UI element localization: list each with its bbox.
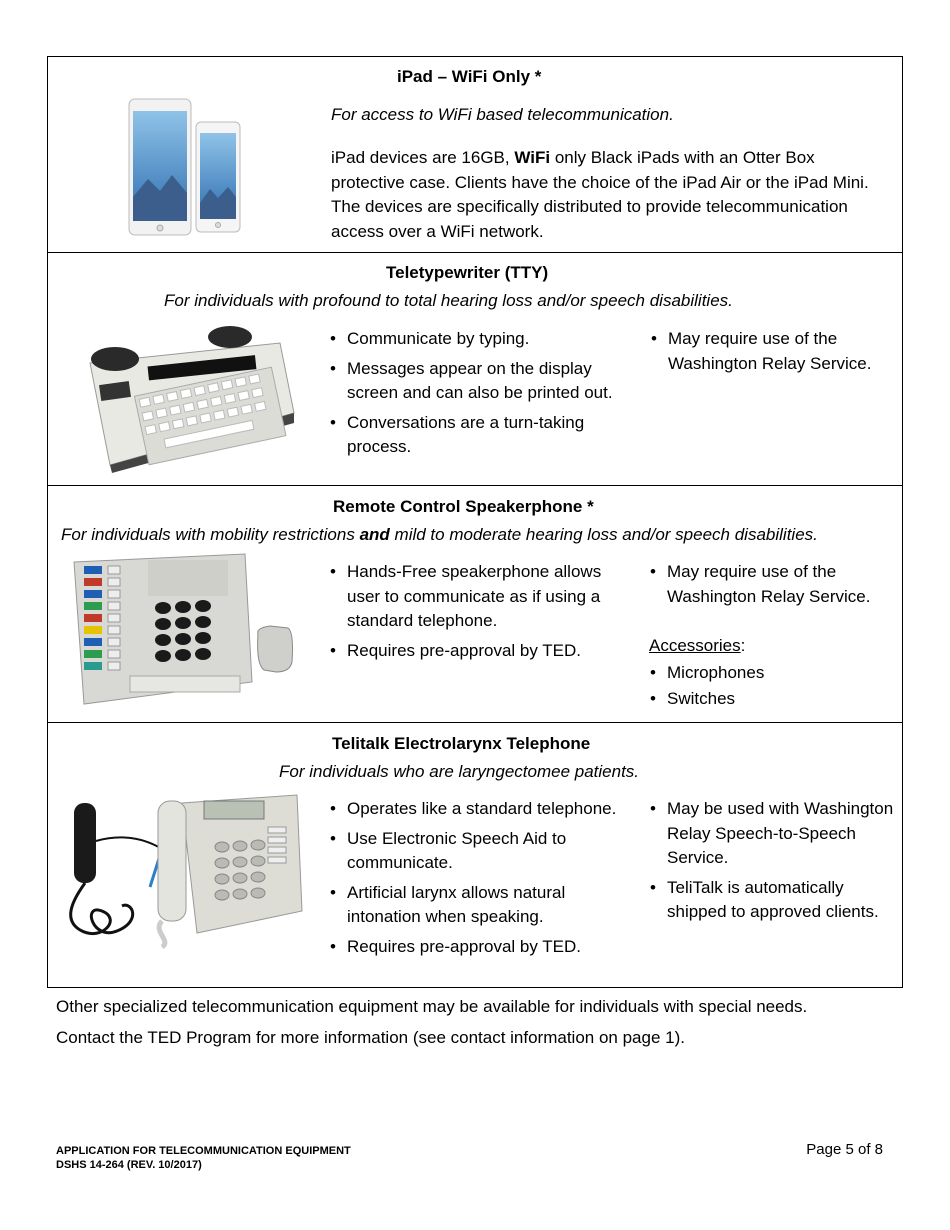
telitalk-image — [62, 791, 306, 951]
speakerphone-features — [329, 560, 629, 668]
list-item: • Operates like a standard telephone. — [329, 797, 619, 822]
ipad-subtitle: For access to WiFi based telecommunication. — [331, 105, 674, 124]
speakerphone-subtitle: For individuals with mobility restrictions and mild to moderate hearing loss and/or speech disabilities. — [61, 525, 818, 544]
telitalk-subtitle: For individuals who are laryngectomee patients. — [279, 762, 640, 781]
ipad-description: iPad devices are 16GB, WiFi only Black iPads with an Otter Box protective case. Clients have the choice of the iPad Air or the iPad Mini. The devices are specifically distributed to provide telecommunication access over a WiFi network. — [331, 148, 869, 241]
list-item: • Switches — [649, 687, 899, 712]
list-item: • Communicate by typing. — [329, 327, 624, 352]
list-item: • May require use of the Washington Relay Service. — [649, 560, 899, 609]
tty-subtitle: For individuals with profound to total hearing loss and/or speech disabilities. — [164, 291, 733, 310]
telitalk-notes — [649, 797, 899, 930]
list-item: • Use Electronic Speech Aid to communicate. — [329, 827, 619, 876]
speakerphone-image — [70, 552, 298, 708]
list-item: • Microphones — [649, 661, 899, 686]
list-item: • Messages appear on the display screen and can also be printed out. — [329, 357, 624, 406]
speakerphone-notes — [649, 560, 899, 614]
list-item: • Hands-Free speakerphone allows user to communicate as if using a standard telephone. — [329, 560, 629, 634]
list-item: • TeliTalk is automatically shipped to approved clients. — [649, 876, 899, 925]
tty-features — [329, 327, 624, 465]
list-item: • Requires pre-approval by TED. — [329, 639, 629, 664]
ipad-image — [126, 97, 244, 239]
other-equipment-note: Other specialized telecommunication equipment may be available for individuals with special needs. — [56, 997, 808, 1016]
page-number: Page 5 of 8 — [806, 1141, 883, 1158]
form-footer — [56, 1144, 351, 1172]
list-item: • Conversations are a turn-taking process. — [329, 411, 624, 460]
tty-row — [48, 253, 902, 486]
ipad-row — [48, 57, 902, 253]
contact-note: Contact the TED Program for more information (see contact information on page 1). — [56, 1028, 685, 1047]
list-item: • May be used with Washington Relay Speech-to-Speech Service. — [649, 797, 899, 871]
form-number: DSHS 14-264 (REV. 10/2017) — [56, 1159, 202, 1171]
accessories-list — [649, 661, 899, 716]
telitalk-features — [329, 797, 619, 964]
ipad-title: iPad – WiFi Only * — [397, 67, 542, 86]
list-item: • Artificial larynx allows natural intonation when speaking. — [329, 881, 619, 930]
form-title: APPLICATION FOR TELECOMMUNICATION EQUIPMENT — [56, 1145, 351, 1157]
list-item: • Requires pre-approval by TED. — [329, 935, 619, 960]
list-item: • May require use of the Washington Relay Service. — [650, 327, 900, 376]
speakerphone-title: Remote Control Speakerphone * — [333, 497, 594, 516]
tty-title: Teletypewriter (TTY) — [386, 263, 549, 282]
telitalk-row — [48, 723, 902, 987]
telitalk-title: Telitalk Electrolarynx Telephone — [332, 734, 591, 753]
accessories-label: Accessories: — [649, 636, 746, 655]
speakerphone-row — [48, 486, 902, 723]
tty-device-image — [80, 323, 298, 473]
tty-notes — [650, 327, 900, 381]
equipment-table — [47, 56, 903, 988]
